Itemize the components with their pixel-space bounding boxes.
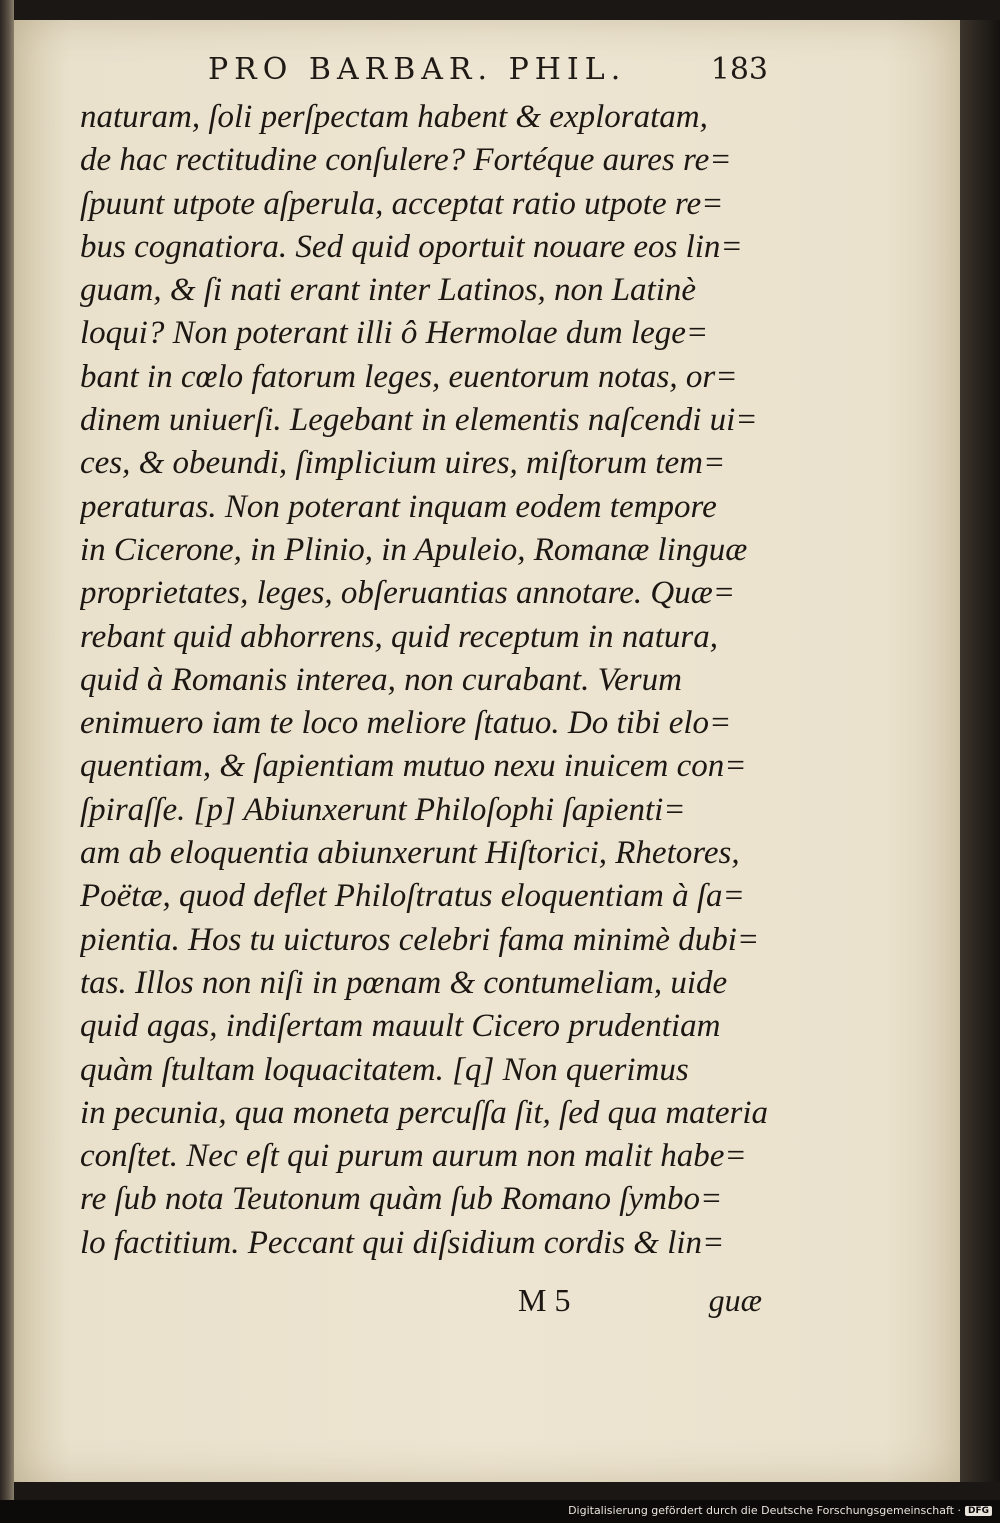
text-line: am ab eloquentia abiunxerunt Hiſtorici, Rhetores, — [80, 835, 740, 872]
running-head: PRO BARBAR. PHIL. — [208, 52, 627, 87]
text-line: tas. Illos non niſi in pœnam & contumeliam, uide — [80, 964, 728, 1001]
text-line: in Cicerone, in Plinio, in Apuleio, Romanæ linguæ — [80, 531, 748, 568]
text-line: quentiam, & ſapientiam mutuo nexu inuicem con= — [80, 748, 747, 785]
text-line: ces, & obeundi, ſimplicium uires, miſtorum tem= — [80, 445, 726, 482]
text-line: quid agas, indiſertam mauult Cicero prudentiam — [80, 1008, 721, 1045]
signature-mark: M 5 — [518, 1282, 571, 1318]
page-header — [208, 52, 768, 92]
text-line: bus cognatiora. Sed quid oportuit nouare eos lin= — [80, 228, 743, 265]
text-line: dinem uniuerſi. Legebant in elementis naſcendi ui= — [80, 402, 758, 439]
text-line: re ſub nota Teutonum quàm ſub Romano ſymbo= — [80, 1181, 723, 1218]
text-line: in pecunia, qua moneta percuſſa ſit, ſed qua materia — [80, 1094, 769, 1131]
page-number: 183 — [710, 52, 768, 87]
text-line: enimuero iam te loco meliore ſtatuo. Do tibi elo= — [80, 705, 732, 742]
text-line: ſpiraſſe. [p] Abiunxerunt Philoſophi ſapienti= — [80, 791, 686, 828]
text-line: ſpuunt utpote aſperula, acceptat ratio utpote re= — [80, 185, 724, 222]
text-line: conſtet. Nec eſt qui purum aurum non malit habe= — [80, 1138, 747, 1175]
page-right-shadow — [960, 20, 1000, 1482]
text-line: proprietates, leges, obſeruantias annotare. Quæ= — [80, 575, 736, 612]
text-line: naturam, ſoli perſpectam habent & exploratam, — [80, 99, 708, 135]
body-text — [80, 96, 770, 1265]
catchword: guæ — [708, 1282, 762, 1318]
text-line: loqui? Non poterant illi ô Hermolae dum lege= — [80, 315, 709, 352]
text-line: pientia. Hos tu uicturos celebri fama minimè dubi= — [80, 921, 760, 958]
text-line: bant in cœlo fatorum leges, euentorum notas, or= — [80, 358, 738, 395]
credit-text: Digitalisierung gefördert durch die Deutsche Forschungsgemeinschaft · — [568, 1504, 961, 1517]
text-line: guam, & ſi nati erant inter Latinos, non Latinè — [80, 272, 697, 309]
text-line: quid à Romanis interea, non curabant. Verum — [80, 661, 682, 698]
book-binding-edge — [0, 0, 14, 1500]
dfg-logo-icon: DFG — [965, 1506, 992, 1516]
text-line: peraturas. Non poterant inquam eodem tempore — [80, 488, 717, 525]
text-line: quàm ſtultam loquacitatem. [q] Non querimus — [80, 1051, 689, 1088]
text-line: lo factitium. Peccant qui diſsidium cordis & lin= — [80, 1224, 725, 1261]
digitization-credit — [568, 1504, 992, 1517]
text-line: rebant quid abhorrens, quid receptum in natura, — [80, 618, 718, 655]
page-footer — [80, 1282, 770, 1322]
text-line: Poëtæ, quod deflet Philoſtratus eloquentiam à ſa= — [80, 878, 745, 915]
text-line: de hac rectitudine conſulere? Fortéque aures re= — [80, 142, 732, 179]
